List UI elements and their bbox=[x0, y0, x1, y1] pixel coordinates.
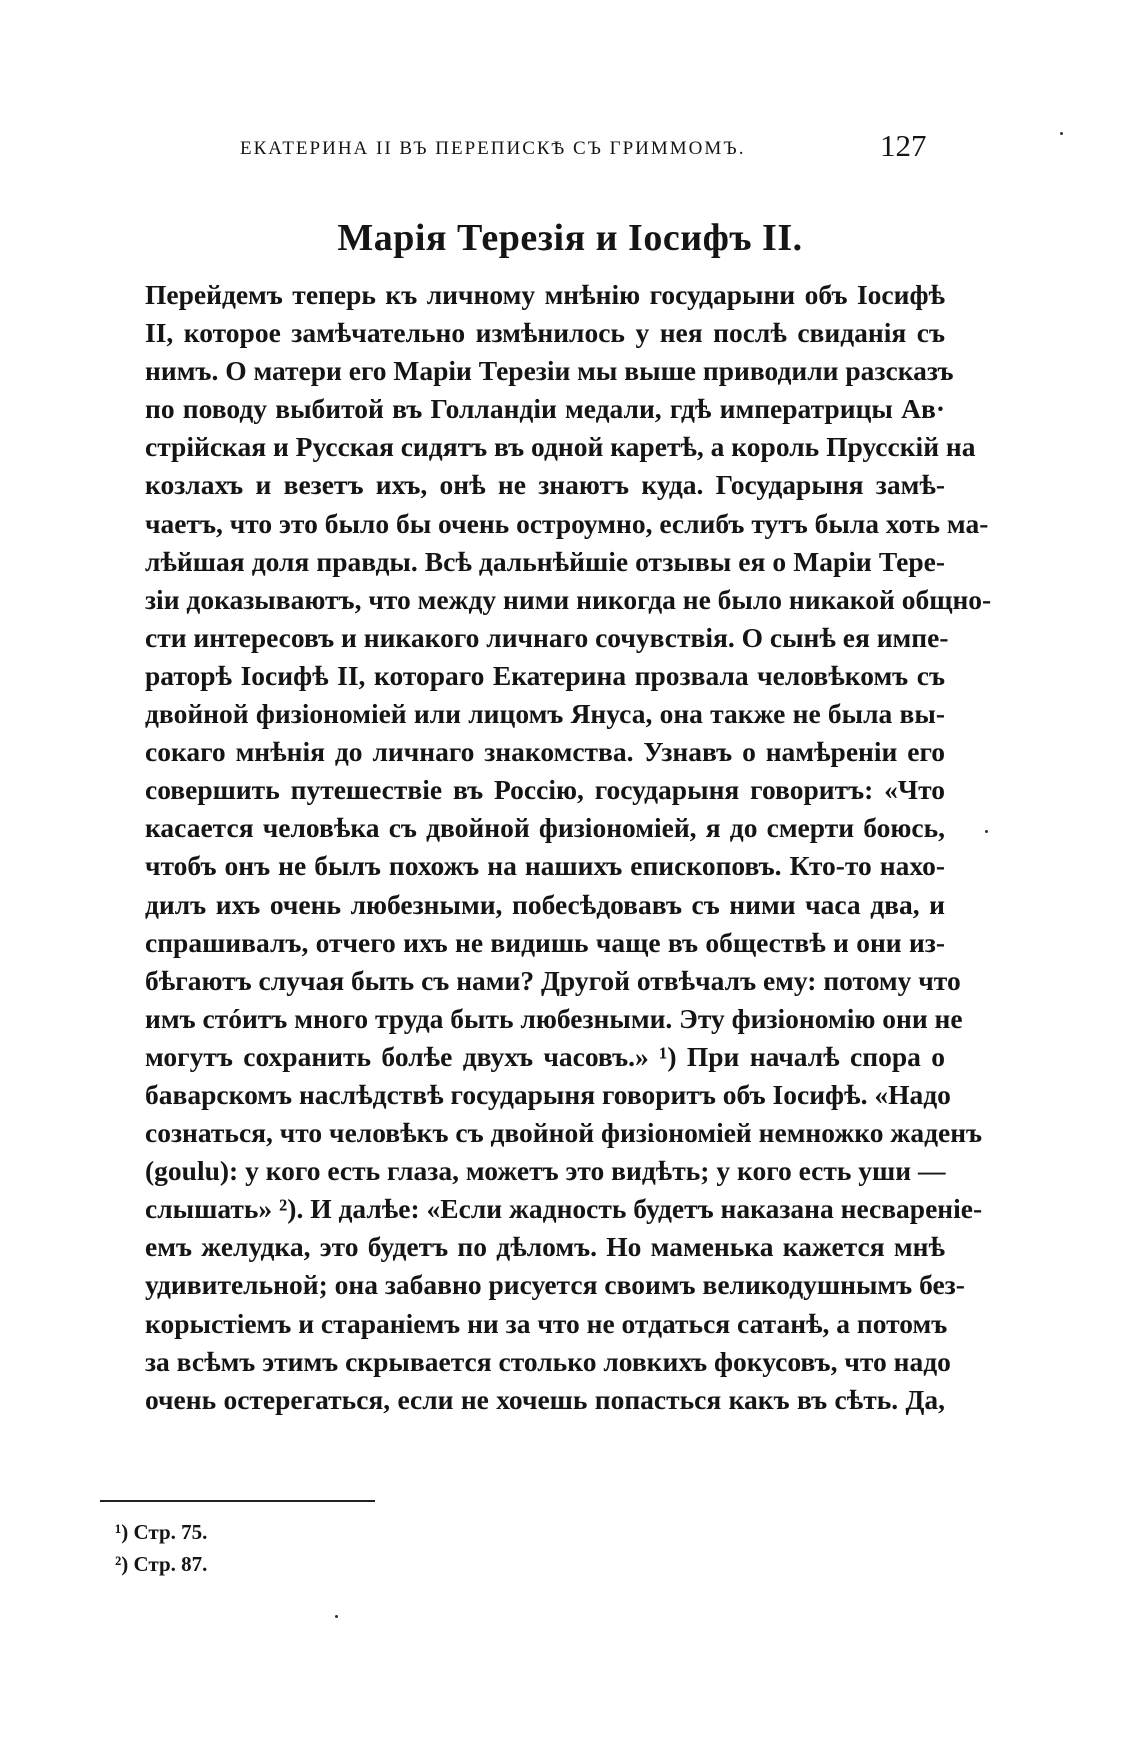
text-line: очень остерегаться, если не хочешь попасться какъ въ сѣть. Да, bbox=[145, 1383, 945, 1415]
text-line: чаетъ, что это было бы очень остроумно, еслибъ тутъ была хоть ма- bbox=[145, 507, 989, 539]
text-line: могутъ сохранить болѣе двухъ часовъ.» ¹) При началѣ спора о bbox=[145, 1040, 945, 1072]
text-line: дилъ ихъ очень любезными, побесѣдовавъ съ ними часа два, и bbox=[145, 888, 945, 920]
footnotes bbox=[115, 1516, 207, 1580]
page-number: 127 bbox=[880, 128, 927, 163]
text-line: слышать» ²). И далѣе: «Если жадность будетъ наказана несвареніе- bbox=[145, 1193, 983, 1225]
text-line: бѣгаютъ случая быть съ нами? Другой отвѣчалъ ему: потому что bbox=[145, 964, 961, 996]
text-line: сти интересовъ и никакого личнаго сочувствія. О сынѣ ея импе- bbox=[145, 621, 949, 653]
section-title: Марія Терезія и Іосифъ II. bbox=[337, 217, 803, 259]
text-line: лѣйшая доля правды. Всѣ дальнѣйшіе отзывы ея о Маріи Тере- bbox=[145, 545, 945, 577]
text-line: совершить путешествіе въ Россію, государыня говоритъ: «Что bbox=[145, 774, 945, 806]
text-line: чтобъ онъ не былъ похожъ на нашихъ епископовъ. Кто-то нахо- bbox=[145, 850, 945, 882]
text-line: нимъ. О матери его Маріи Терезіи мы выше приводили разсказъ bbox=[145, 355, 954, 387]
text-line: сокаго мнѣнія до личнаго знакомства. Узнавъ о намѣреніи его bbox=[145, 736, 945, 768]
footnote-rule bbox=[100, 1500, 375, 1502]
text-line: емъ желудка, это будетъ по дѣломъ. Но маменька кажется мнѣ bbox=[145, 1231, 945, 1263]
footnote: ¹) Стр. 75. bbox=[115, 1520, 208, 1544]
text-line: касается человѣка съ двойной физіономіей, я до смерти боюсь, bbox=[145, 812, 945, 844]
body-text bbox=[145, 276, 992, 1419]
text-line: имъ стóитъ много труда быть любезными. Эту физіономію они не bbox=[145, 1002, 963, 1034]
text-line: II, которое замѣчательно измѣнилось у нея послѣ свиданія съ bbox=[145, 317, 945, 349]
text-line: (goulu): у кого есть глаза, можетъ это видѣть; у кого есть уши — bbox=[145, 1155, 946, 1187]
text-line: спрашивалъ, отчего ихъ не видишь чаще въ обществѣ и они из- bbox=[145, 926, 945, 958]
text-line: по поводу выбитой въ Голландіи медали, гдѣ императрицы Ав· bbox=[145, 393, 945, 425]
print-speck bbox=[335, 1615, 338, 1618]
text-line: сознаться, что человѣкъ съ двойной физіономіей немножко жаденъ bbox=[145, 1117, 983, 1149]
print-speck bbox=[1060, 132, 1063, 135]
text-line: двойной физіономіей или лицомъ Януса, она также не была вы- bbox=[145, 698, 945, 730]
text-line: козлахъ и везетъ ихъ, онѣ не знаютъ куда. Государыня замѣ- bbox=[145, 469, 945, 501]
print-speck bbox=[985, 830, 988, 833]
text-line: Перейдемъ теперь къ личному мнѣнію государыни объ Іосифѣ bbox=[145, 279, 945, 310]
text-line: за всѣмъ этимъ скрывается столько ловкихъ фокусовъ, что надо bbox=[145, 1345, 951, 1377]
text-line: удивительной; она забавно рисуется своимъ великодушнымъ без- bbox=[145, 1269, 965, 1301]
text-line: корыстіемъ и стараніемъ ни за что не отдаться сатанѣ, а потомъ bbox=[145, 1307, 948, 1339]
text-line: стрійская и Русская сидятъ въ одной каретѣ, а король Прусскій на bbox=[145, 431, 976, 463]
running-head: ЕКАТЕРИНА II ВЪ ПЕРЕПИСКѢ СЪ ГРИММОМЪ. bbox=[240, 138, 746, 159]
text-line: раторѣ Іосифѣ II, котораго Екатерина прозвала человѣкомъ съ bbox=[145, 659, 945, 691]
footnote: ²) Стр. 87. bbox=[115, 1552, 208, 1576]
text-line: баварскомъ наслѣдствѣ государыня говоритъ объ Іосифѣ. «Надо bbox=[145, 1078, 951, 1110]
text-line: зіи доказываютъ, что между ними никогда не было никакой общно- bbox=[145, 583, 992, 615]
